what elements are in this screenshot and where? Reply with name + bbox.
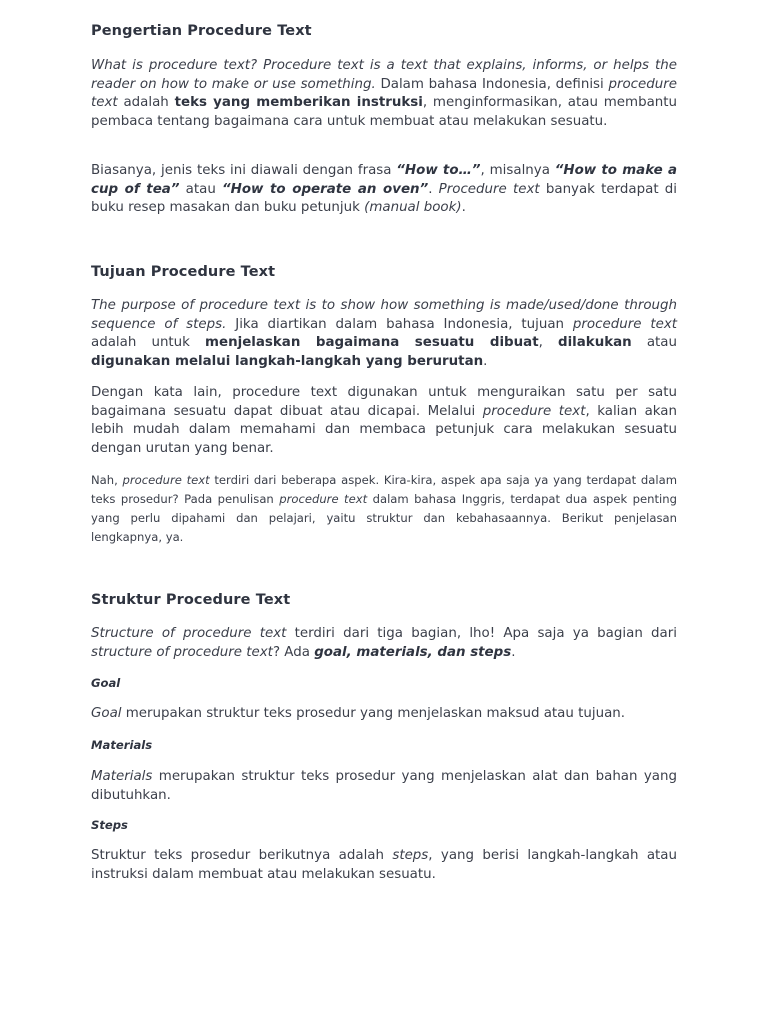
text-span: , yang berisi langkah-langkah atau instruksi dalam membuat atau melakukan sesuatu. <box>91 848 677 882</box>
text-italic: (manual book) <box>364 200 462 215</box>
text-italic: Structure of procedure text <box>91 626 287 641</box>
text-italic: procedure text <box>482 403 586 419</box>
paragraph-how-to <box>91 162 677 218</box>
text-italic: procedure text <box>279 492 368 506</box>
paragraph-aspects <box>91 471 677 547</box>
text-bold-italic: “How to operate an oven” <box>222 181 429 197</box>
text-italic: Procedure text <box>438 181 540 197</box>
subheading-goal: Goal <box>91 676 121 690</box>
text-italic: Goal <box>91 706 122 721</box>
text-span: banyak terdapat di buku resep masakan dan buku petunjuk <box>91 181 677 215</box>
heading-pengertian: Pengertian Procedure Text <box>91 23 312 39</box>
text-italic: steps <box>392 848 429 863</box>
text-span: atau <box>179 181 223 197</box>
text-span: , kalian akan lebih mudah dalam memahami dan membaca petunjuk cara melakukan sesuatu dengan urutan yang benar. <box>91 403 677 456</box>
text-span: . <box>461 200 466 215</box>
paragraph-in-other-words <box>91 384 677 458</box>
text-span: adalah <box>117 95 175 110</box>
text-span: Dalam bahasa Indonesia, definisi <box>375 76 609 92</box>
text-span: terdiri dari beberapa aspek. Kira-kira, aspek apa saja ya yang terdapat dalam teks prosedur? Pada penulisan <box>91 473 678 506</box>
text-italic: procedure text <box>91 76 677 110</box>
paragraph-materials <box>91 768 677 805</box>
subheading-steps: Steps <box>91 818 128 832</box>
text-bold-italic: “How to make a cup of tea” <box>91 163 677 197</box>
text-span: . <box>511 644 516 660</box>
text-span: terdiri dari tiga bagian, lho! Apa saja ya bagian dari <box>286 626 677 641</box>
text-italic: Materials <box>91 769 153 784</box>
text-bold: teks yang memberikan instruksi <box>174 95 423 110</box>
text-span: atau <box>631 335 677 350</box>
text-span: , <box>538 335 558 350</box>
text-span: merupakan struktur teks prosedur yang menjelaskan alat dan bahan yang dibutuhkan. <box>91 769 677 803</box>
heading-tujuan: Tujuan Procedure Text <box>91 264 276 280</box>
paragraph-steps <box>91 847 677 884</box>
text-italic: structure of procedure text <box>91 644 273 660</box>
text-italic: procedure text <box>572 316 677 332</box>
heading-struktur: Struktur Procedure Text <box>91 592 291 608</box>
text-span: , menginformasikan, atau membantu pembaca tentang bagaimana cara untuk membuat atau melakukan sesuatu. <box>91 95 677 129</box>
purpose-english: The purpose of procedure text is to show how something is made/used/done through sequence of steps. <box>91 298 677 332</box>
text-bold: dilakukan <box>558 335 632 350</box>
definition-english: What is procedure text? Procedure text is a text that explains, informs, or helps the reader on how to make or use something. <box>91 58 677 92</box>
text-bold-italic: goal, materials, dan steps <box>314 644 512 660</box>
paragraph-structure <box>91 625 677 662</box>
paragraph-purpose <box>91 297 677 371</box>
text-span: Biasanya, jenis teks ini diawali dengan frasa <box>91 163 397 178</box>
text-span: Nah, <box>91 473 123 487</box>
text-italic: procedure text <box>122 473 210 487</box>
text-span: , misalnya <box>480 163 555 178</box>
text-span: Jika diartikan dalam bahasa Indonesia, tujuan <box>226 316 573 332</box>
paragraph-goal <box>91 705 677 724</box>
text-span: dalam bahasa Inggris, terdapat dua aspek penting yang perlu dipahami dan pelajari, yaitu struktur dan kebahasaannya. Berikut penjelasan lengkapnya, ya. <box>91 492 677 544</box>
text-span: . <box>428 181 439 197</box>
text-span: Struktur teks prosedur berikutnya adalah <box>91 848 393 863</box>
text-span: adalah untuk <box>91 335 206 350</box>
subheading-materials: Materials <box>91 738 153 752</box>
text-span: ? Ada <box>272 644 315 660</box>
text-bold: menjelaskan bagaimana sesuatu dibuat <box>205 335 539 350</box>
text-bold: digunakan melalui langkah-langkah yang berurutan <box>91 353 484 369</box>
text-span: . <box>483 353 488 369</box>
text-span: merupakan struktur teks prosedur yang menjelaskan maksud atau tujuan. <box>121 706 626 721</box>
text-bold-italic: “How to…” <box>396 163 481 178</box>
text-span: Dengan kata lain, procedure text digunakan untuk menguraikan satu per satu bagaimana sesuatu dapat dibuat atau dicapai. Melalui <box>91 385 677 419</box>
paragraph-definition <box>91 57 677 131</box>
